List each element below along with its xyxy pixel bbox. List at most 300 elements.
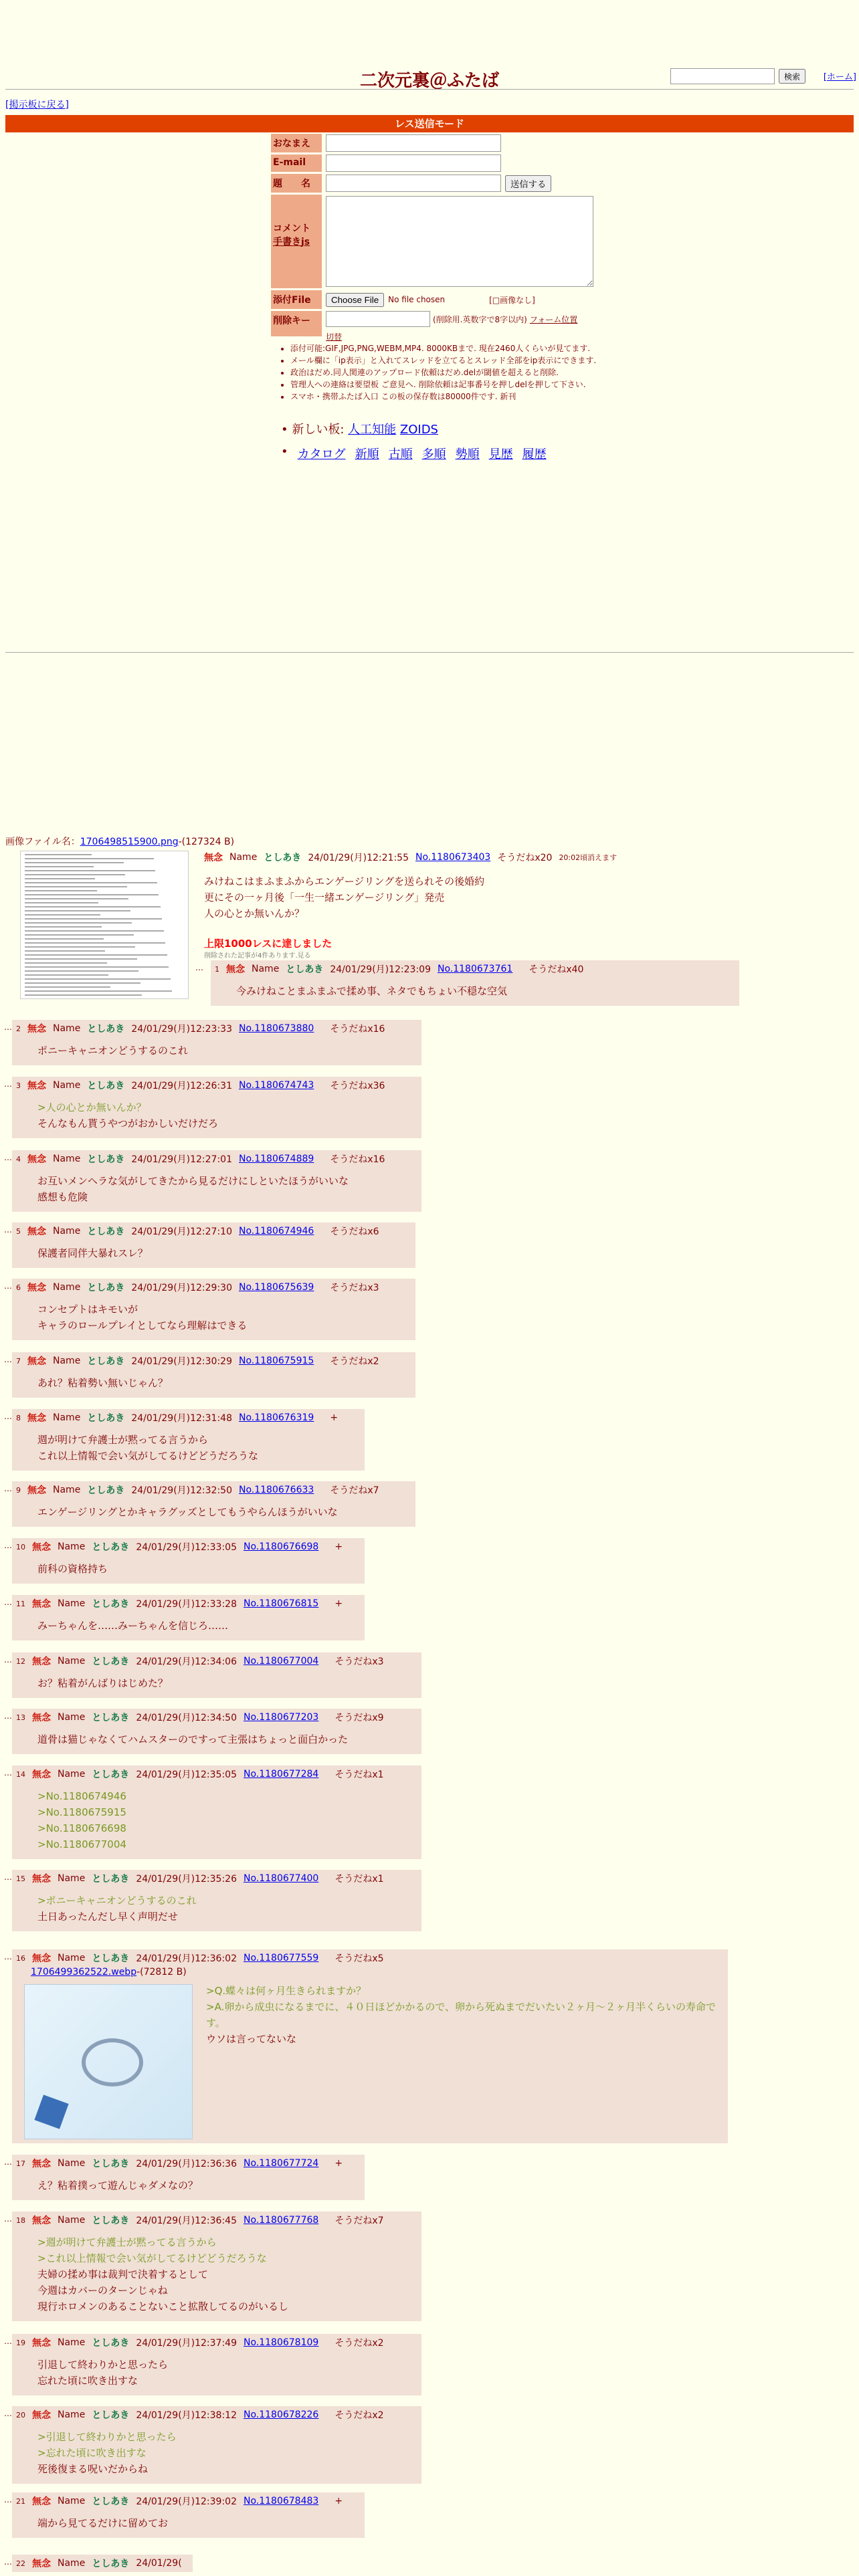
quote-line: >No.1180675915 [37,1806,126,1818]
name-label: Name [58,1598,86,1609]
body-line: 土日あったんだし早く声明だせ [37,1911,178,1923]
reply-post [12,1409,365,1471]
reply-subject: 無念 [27,1226,46,1237]
reply-header [12,2555,193,2572]
reply-marker: … [4,2214,12,2224]
soudane-button[interactable]: そうだねx6 [330,1226,379,1237]
body-line: コンセプトはキモいが [37,1303,138,1315]
switch-link[interactable]: 切替 [326,332,343,342]
reply-index: 22 [16,2559,25,2568]
comment-label [271,195,322,288]
op-expire: 20:02頃消えます [559,853,617,862]
reply-index: 5 [16,1226,21,1236]
sort-old-link[interactable]: 古順 [388,447,413,461]
no-image-checkbox[interactable]: [□画像なし] [489,295,535,305]
history-link[interactable]: 履歴 [522,447,547,461]
body-line: エンゲージリングとかキャラグッズとしてもうやらんほうがいいな [37,1506,338,1518]
body-line: そんなもん貰うやつがおかしいだけだろ [37,1117,219,1130]
catalog-nav [281,445,547,462]
op-name: としあき [264,853,302,863]
reply-subject: 無念 [32,2159,51,2169]
reply-body [12,1499,415,1527]
reply-body [12,1240,415,1268]
board-link[interactable]: ZOIDS [399,423,438,437]
reply-marker: … [4,1598,12,1607]
reply-marker: … [4,1872,12,1882]
op-datetime: 24/01/29(月)12:21:55 [308,853,409,863]
soudane-button[interactable]: そうだねx7 [330,1485,379,1496]
reply-datetime: 24/01/29(月)12:26:31 [131,1081,232,1091]
reply-datetime: 24/01/29(月)12:36:02 [136,1953,237,1964]
reply-file-info [12,1967,728,1977]
reply-marker: … [4,1952,12,1961]
reply-name: としあき [87,1226,125,1237]
name-label: Name [58,1541,86,1552]
reply-marker: … [4,2495,12,2504]
reply-number-link[interactable]: No.1180676698 [244,1541,319,1552]
quote-line: >ポニーキャニオンどうするのこれ [37,1895,197,1907]
reply-subject: 無念 [32,2338,51,2349]
body-line: お互いメンヘラな気がしてきたから見るだけにしといたほうがいいな [37,1175,349,1187]
name-label: Name [53,1412,81,1423]
name-label: Name [53,1282,81,1293]
reply-header [12,1709,421,1726]
thumbnail-line [25,982,140,984]
body-line: 今週はカバーのターンじゃね [37,2284,168,2296]
op-body [204,873,484,922]
soudane-button[interactable]: そうだねx3 [335,1656,384,1667]
back-to-board-link[interactable]: [掲示板に戻る] [5,100,69,110]
reply-number-link[interactable]: No.1180674946 [239,1226,314,1237]
body-line: ウソは言ってないな [206,2033,297,2045]
reply-number-link[interactable]: No.1180677559 [244,1953,319,1963]
reply-number-link[interactable]: No.1180677004 [244,1656,319,1667]
reply-post [12,1481,415,1527]
soudane-button[interactable]: そうだねx16 [330,1024,385,1035]
new-board: • 新しい板: 人工知能 ZOIDS [281,423,438,437]
file-status: No file chosen [388,295,446,304]
thumbnail-line [25,978,171,980]
reply-number-link[interactable]: No.1180675915 [239,1356,314,1366]
quote-line: >忘れた頃に吹き出すな [37,2447,147,2459]
reply-post [12,2212,421,2321]
name-label: Name [58,2215,86,2226]
reply-subject: 無念 [27,1283,46,1293]
reply-datetime: 24/01/29(月)12:36:45 [136,2216,237,2226]
reply-file-size: -(72812 B) [136,1967,187,1977]
reply-subject: 無念 [226,964,245,975]
reply-index: 10 [16,1542,25,1551]
reply-marker: … [4,1281,12,1291]
reply-number-link[interactable]: No.1180677724 [244,2158,319,2169]
thumbnail-line [25,866,94,867]
soudane-button[interactable]: そうだねx1 [335,1874,384,1885]
name-label: Name [252,964,280,974]
quote-line: >これ以上情報で会い気がしてるけどどうだろうな [37,2252,267,2264]
op-body-line: みけねこはまふまふからエンゲージリングを送られその後婚約 [204,875,485,887]
mode-banner: レス送信モード [5,115,854,132]
reply-marker: … [4,1484,12,1493]
op-header [204,851,617,864]
thumbnail-line [25,854,92,855]
reply-marker: … [195,963,203,972]
file-label-text: 画像ファイル名： [5,837,80,847]
soudane-button[interactable]: そうだねx1 [335,1769,384,1780]
name-label: Name [58,2409,86,2420]
thumbnail-line [25,898,128,899]
soudane-button[interactable]: そうだねx16 [330,1154,385,1165]
thumbnail-line [25,922,132,924]
reply-number-link[interactable]: No.1180676319 [239,1412,314,1423]
reply-number-link[interactable]: No.1180678226 [244,2409,319,2420]
thumbnail-line [25,938,104,940]
name-label: Name [53,1080,81,1091]
name-label: Name [53,1226,81,1237]
delete-key-field[interactable] [326,311,430,327]
reply-body [12,1726,421,1754]
reply-datetime: 24/01/29(月)12:29:30 [131,1283,232,1293]
ring-box-icon [34,2095,68,2129]
thumbnail-line [25,962,107,964]
reply-post [12,1949,728,2143]
soudane-button[interactable]: そうだねx2 [335,2410,384,2421]
reply-file-link[interactable]: 1706499362522.webp [31,1967,137,1977]
reply-number-link[interactable]: No.1180677203 [244,1712,319,1723]
reply-body [12,1094,421,1138]
reply-body [12,2424,421,2484]
reply-post [12,1709,421,1754]
reply-body [12,1555,365,1584]
op-number-link[interactable]: No.1180673403 [415,852,491,863]
op-soudane[interactable]: そうだねx20 [497,853,553,863]
reply-number-link[interactable]: No.1180676815 [244,1598,319,1609]
body-line: 今みけねことまふまふで揉め事、ネタでもちょい不穏な空気 [236,985,508,997]
reply-post [12,1279,415,1340]
file-label: 添付File [271,290,322,309]
thumbnail-line [25,914,100,916]
reply-number-link[interactable]: No.1180678109 [244,2337,319,2348]
reply-marker: … [4,2557,12,2567]
reply-marker: … [4,1655,12,1665]
soudane-button[interactable]: そうだねx9 [335,1713,384,1723]
reply-index: 3 [16,1081,21,1090]
handwrite-js: js [301,237,310,247]
handwrite-link[interactable] [273,237,310,247]
search-input[interactable] [670,68,775,84]
quote-line: >週が明けて弁護士が黙ってる言うから [37,2236,217,2248]
subject-label: 題 名 [271,174,322,193]
reply-subject: 無念 [32,1874,51,1885]
comment-label-text: コメント [273,223,310,234]
reply-datetime: 24/01/29(月)12:33:28 [136,1599,237,1610]
reply-number-link[interactable]: No.1180674743 [239,1080,314,1091]
thumbnail-line [25,910,130,911]
quote-line: >A.卵から成虫になるまでに、４０日ほどかかるので、卵から死ぬまでだいたい２ヶ月〜２ヶ月半くらいの寿命です。 [206,2001,717,2029]
name-label: おなまえ [271,134,322,152]
reply-marker: … [4,1355,12,1364]
home-link[interactable]: [ホーム] [823,72,856,82]
reply-name: としあき [92,1542,130,1553]
thumbnail-line [25,858,154,859]
reply-number-link[interactable]: No.1180673761 [438,964,513,974]
reply-post [12,1020,421,1065]
op-subject: 無念 [204,853,223,863]
reply-subject: 無念 [27,1024,46,1035]
reply-header [12,1409,365,1426]
reply-index: 20 [16,2410,25,2420]
bullet: • [281,445,288,459]
reply-subject: 無念 [32,2216,51,2226]
sort-new-link[interactable]: 新順 [355,447,379,461]
reply-marker: … [4,1412,12,1421]
soudane-button[interactable]: そうだねx7 [335,2216,384,2226]
reply-body [12,2351,421,2395]
reply-header [12,2155,365,2172]
reply-post [12,2406,421,2484]
soudane-button[interactable]: そうだねx2 [335,2338,384,2349]
reply-datetime: 24/01/29(月)12:34:50 [136,1713,237,1723]
header-search [670,68,805,84]
reply-post [12,2555,193,2572]
reply-body [12,1168,421,1212]
op-thumbnail-text [21,854,188,996]
reply-subject: 無念 [32,1713,51,1723]
reply-datetime: 24/01/29(月)12:31:48 [131,1413,232,1424]
choose-file-button[interactable]: Choose File [326,293,384,307]
reply-datetime: 24/01/29(月)12:30:29 [131,1356,232,1367]
reply-marker: … [4,1225,12,1235]
reply-subject: 無念 [27,1356,46,1367]
reply-body [12,1612,365,1640]
reply-marker: … [4,1153,12,1162]
reply-header [12,1538,365,1555]
reply-subject: 無念 [32,1953,51,1964]
reply-post [211,960,739,1006]
catalog-link[interactable]: カタログ [297,447,346,461]
reply-subject: 無念 [32,2496,51,2507]
reply-name: としあき [92,2159,130,2169]
name-label: Name [58,1953,86,1963]
thumbnail-line [25,890,97,891]
thumbnail-line [25,894,159,895]
reply-header [12,1481,415,1499]
reply-marker: … [4,1541,12,1550]
reply-header [12,1077,421,1094]
reply-number-link[interactable]: No.1180676633 [239,1485,314,1495]
name-label: Name [58,1873,86,1884]
reply-subject: 無念 [32,1599,51,1610]
name-label: Name [53,1356,81,1366]
reply-number-link[interactable]: No.1180678483 [244,2496,319,2506]
reply-index: 8 [16,1413,21,1422]
reply-marker: … [4,2409,12,2418]
thumbnail-line [25,886,127,887]
soudane-button[interactable]: + [335,1598,343,1609]
page-title: 二次元裏＠ふたば [359,71,499,91]
search-button[interactable]: 検索 [779,69,805,84]
op-body-line: 人の心とか無いんか？ [204,907,305,920]
reply-name: としあき [87,1154,125,1165]
name-label: Name [53,1485,81,1495]
comment-textarea[interactable] [326,196,593,287]
delkey-label: 削除キー [271,311,322,336]
reply-datetime: 24/01/29(月)12:35:26 [136,1874,237,1885]
reply-subject: 無念 [32,1656,51,1667]
reply-number-link[interactable]: No.1180673880 [239,1023,314,1034]
reply-index: 17 [16,2159,25,2168]
reply-index: 7 [16,1356,21,1366]
reply-index: 13 [16,1713,25,1722]
reply-body [12,2510,365,2538]
reply-index: 16 [16,1953,25,1963]
quote-line: >Q.蝶々は何ヶ月生きられますか？ [206,1985,367,1997]
name-label: Name [58,1769,86,1780]
reply-body [12,1887,421,1931]
soudane-button[interactable]: + [335,1541,343,1552]
delkey-note: (削除用.英数字で8字以内) [433,314,527,324]
reply-body [211,978,739,1006]
reply-thumbnail[interactable] [24,1984,193,2139]
body-line: 感想も危険 [37,1191,88,1203]
reply-datetime: 24/01/29(月)12:27:01 [131,1154,232,1165]
email-field[interactable] [326,154,501,172]
thumbnail-line [25,966,169,968]
reply-number-link[interactable]: No.1180677284 [244,1769,319,1780]
soudane-button[interactable]: そうだねx40 [529,964,584,975]
reply-header [12,1949,728,1967]
soudane-button[interactable]: + [335,2158,343,2169]
body-line: これ以上情報で会い気がしてるけどどうだろうな [37,1450,259,1462]
reply-datetime: 24/01/29(月)12:35:05 [136,1769,237,1780]
body-line: 引退して終わりかと思ったら [37,2359,169,2371]
email-label: E-mail [271,154,322,172]
handwrite-text: 手書き [273,237,301,247]
reply-body [12,1670,421,1698]
divider [5,652,854,653]
name-label: Name [229,852,258,863]
board-link[interactable]: 人工知能 [348,423,397,437]
op-file-info [5,835,234,848]
soudane-button[interactable]: そうだねx3 [330,1283,379,1293]
reply-body [12,1370,415,1398]
reply-header [12,1352,415,1370]
form-position-link[interactable]: フォーム位置 [529,314,578,324]
view-history-link[interactable]: 見歴 [488,447,513,461]
soudane-button[interactable]: そうだねx2 [330,1356,379,1367]
soudane-button[interactable]: + [335,2496,343,2506]
quote-line: >引退して終わりかと思ったら [37,2431,177,2443]
reply-datetime: 24/01/29(月)12:27:10 [131,1226,232,1237]
thumbnail-line [25,986,110,988]
thumbnail-line [25,882,157,883]
reply-post [12,1150,421,1212]
notice-item: • 添付可能:GIF,JPG,PNG,WEBM,MP4. 8000KBまで. 現在2460人くらいが見てます. [290,342,625,354]
quote-line: >No.1180674946 [37,1790,126,1802]
reply-number-link[interactable]: No.1180677400 [244,1873,319,1884]
body-line: え？粘着撲って遊んじゃダメなの？ [37,2179,199,2191]
reply-datetime: 24/01/29(月)12:34:06 [136,1656,237,1667]
reply-subject: 無念 [32,2559,51,2569]
body-line: 端から見てるだけに留めてお [37,2517,169,2529]
reply-header [12,1222,415,1240]
reply-name: としあき [92,1953,130,1964]
soudane-button[interactable]: そうだねx5 [335,1953,384,1964]
body-line: 夫婦の揉め事は裁判で決着するとして [37,2268,209,2280]
op-thumbnail[interactable] [20,851,189,999]
limit-notice: 上限1000レスに達しました [204,938,332,950]
sort-many-link[interactable]: 多順 [421,447,446,461]
reply-name: としあき [87,1356,125,1367]
reply-post [12,2492,365,2538]
reply-post [12,1765,421,1859]
new-board-label: 新しい板: [292,423,345,437]
reply-subject: 無念 [27,1154,46,1165]
reply-name: としあき [92,2559,130,2569]
reply-number-link[interactable]: No.1180674889 [239,1154,314,1164]
notice-item: • 政治はだめ.同人関連のアップロード依頼はだめ.delが閾値を超えると削除. [290,366,625,379]
reply-body [12,1037,421,1065]
body-line: 保護者同伴大暴れスレ？ [37,1247,149,1259]
thumbnail-line [25,874,125,875]
reply-number-link[interactable]: No.1180675639 [239,1282,314,1293]
reply-number-link[interactable]: No.1180677768 [244,2215,319,2226]
reply-marker: … [4,1711,12,1721]
reply-datetime: 24/01/29(月)12:38:12 [136,2410,237,2421]
reply-header [12,1595,365,1612]
reply-post [12,2155,365,2200]
sort-momentum-link[interactable]: 勢順 [455,447,480,461]
submit-button[interactable]: 送信する [505,175,551,192]
reply-name: としあき [92,2216,130,2226]
reply-subject: 無念 [32,1769,51,1780]
header-divider [5,89,854,90]
reply-index: 9 [16,1485,21,1495]
reply-header [12,1150,421,1168]
soudane-button[interactable]: そうだねx36 [330,1081,385,1091]
reply-post [12,1870,421,1931]
reply-marker: … [4,2157,12,2167]
reply-post [12,1595,365,1640]
name-field[interactable] [326,134,501,152]
reply-name: としあき [87,1024,125,1035]
reply-name: としあき [87,1485,125,1496]
reply-body [12,1426,365,1471]
reply-post [12,1077,421,1138]
reply-index: 14 [16,1769,25,1779]
subject-field[interactable] [326,175,501,192]
quote-line: >人の心とか無いんか？ [37,1101,147,1113]
omitted-notice: 削除された記事が4件あります.見る [204,952,311,960]
reply-index: 18 [16,2216,25,2225]
thumbnail-line [25,954,167,956]
reply-index: 12 [16,1656,25,1666]
reply-name: としあき [286,964,324,975]
reply-body [12,1296,415,1340]
reply-name: としあき [87,1413,125,1424]
reply-name: としあき [92,1769,130,1780]
reply-subject: 無念 [27,1485,46,1496]
soudane-button[interactable]: + [330,1412,339,1423]
post-form [271,134,593,344]
name-label: Name [53,1154,81,1164]
op-file-link[interactable]: 1706498515900.png [80,837,179,847]
thumbnail-line [25,906,161,907]
op-body-line: 更にその一ヶ月後「一生一緒エンゲージリング」発売 [204,891,445,903]
reply-header [12,2334,421,2351]
thumbnail-line [25,958,137,960]
reply-marker: … [4,2337,12,2346]
name-label: Name [58,2158,86,2169]
